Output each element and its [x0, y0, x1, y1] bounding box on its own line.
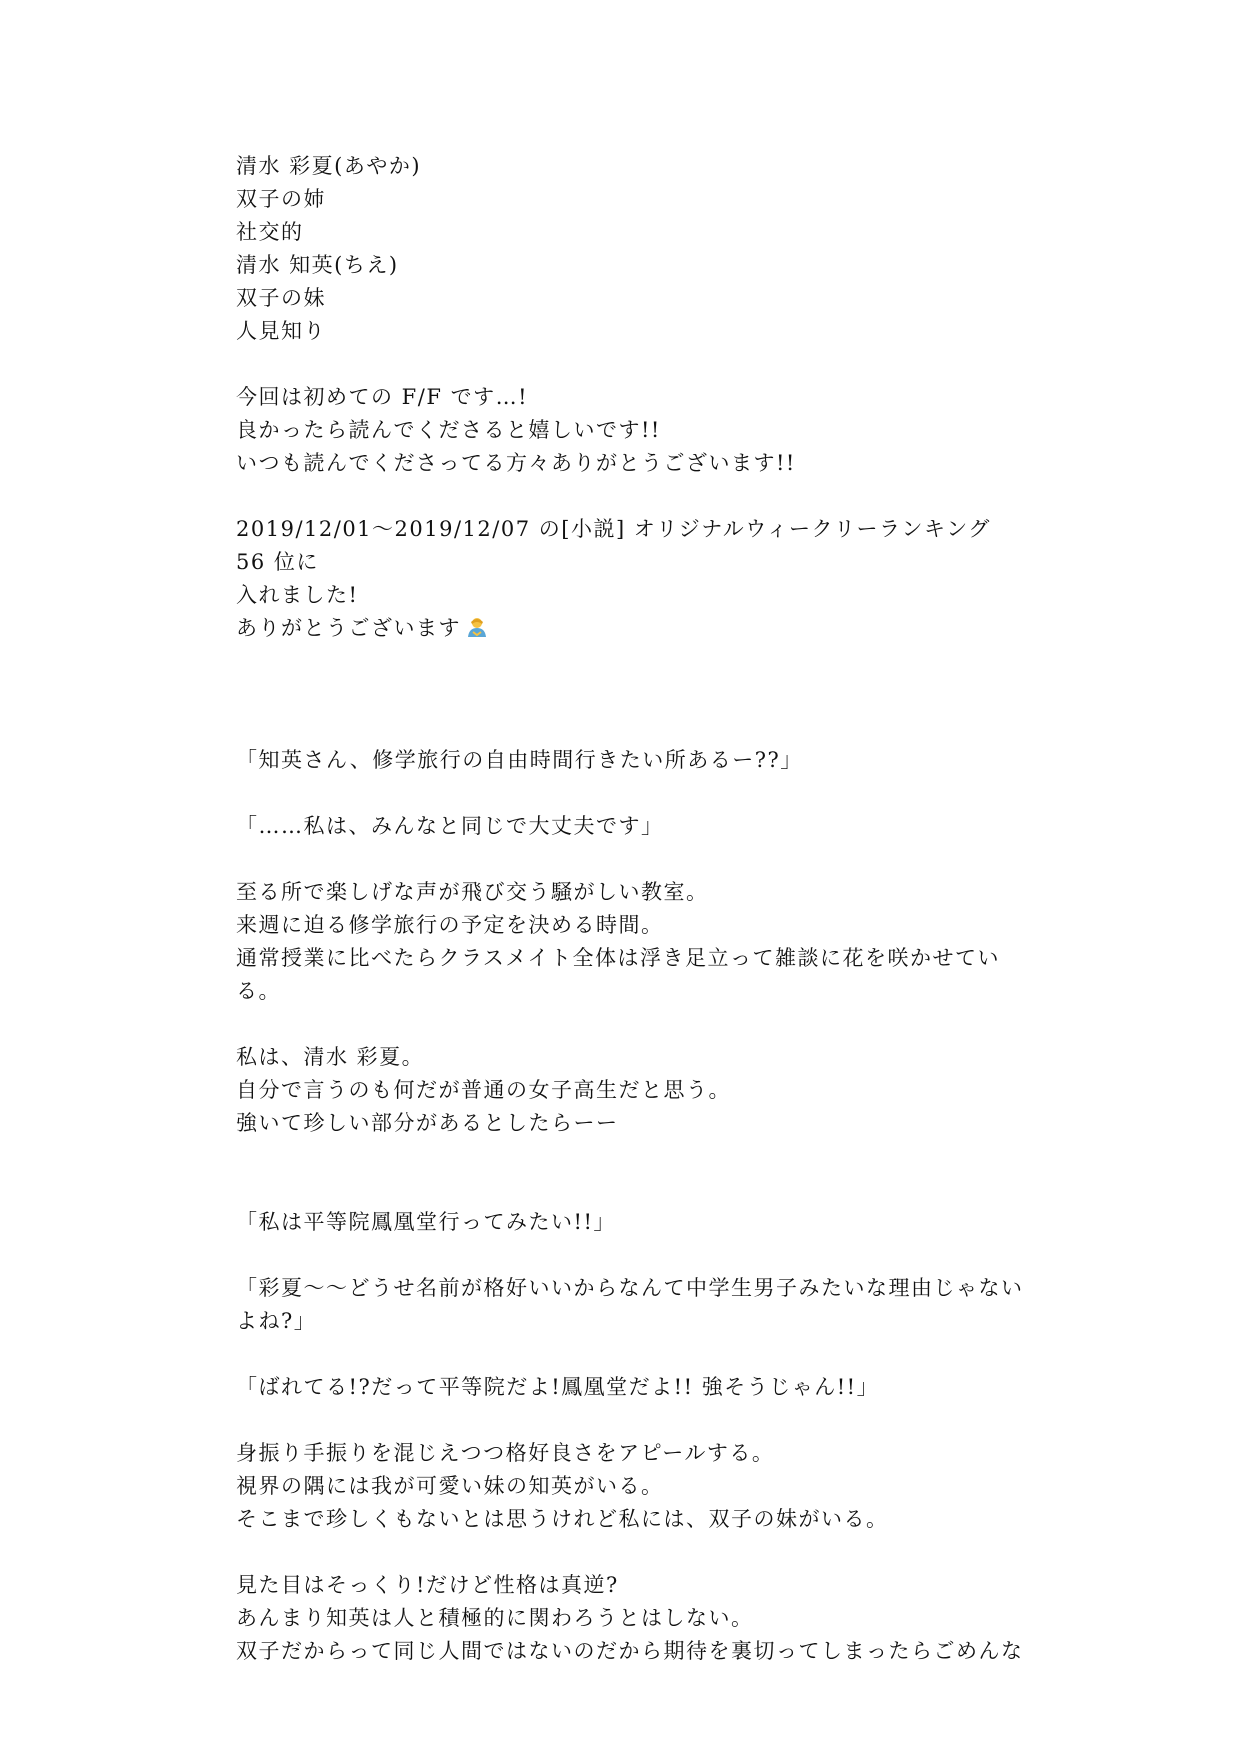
spacer: [236, 1536, 1026, 1569]
dialogue-line: よね?」: [236, 1309, 317, 1333]
character-1-name: 清水 彩夏(あやか): [236, 154, 422, 178]
spacer: [236, 1140, 1026, 1206]
narration-line: 視界の隅には我が可愛い妹の知英がいる。: [236, 1474, 664, 1498]
character-2-role: 双子の妹: [236, 286, 326, 310]
dialogue-line: 「私は平等院鳳凰堂行ってみたい!!」: [236, 1210, 616, 1234]
narration-line: 自分で言うのも何だが普通の女子高生だと思う。: [236, 1078, 731, 1102]
spacer: [236, 777, 1026, 810]
spacer: [236, 645, 1026, 744]
narration-line: 私は、清水 彩夏。: [236, 1045, 425, 1069]
narration-line: あんまり知英は人と積極的に関わろうとはしない。: [236, 1606, 754, 1630]
narration-line: 身振り手振りを混じえつつ格好良さをアピールする。: [236, 1441, 775, 1465]
dialogue-line: 「……私は、みんなと同じで大丈夫です」: [236, 814, 664, 838]
narration-line: 強いて珍しい部分があるとしたらーー: [236, 1111, 619, 1135]
spacer: [236, 1239, 1026, 1272]
spacer: [236, 348, 1026, 381]
narration-line: 双子だからって同じ人間ではないのだから期待を裏切ってしまったらごめんな: [236, 1639, 1024, 1663]
spacer: [236, 480, 1026, 513]
dialogue-line: 「彩夏〜〜どうせ名前が格好いいからなんて中学生男子みたいな理由じゃない: [236, 1276, 1024, 1300]
dialogue-line: 「知英さん、修学旅行の自由時間行きたい所あるー??」: [236, 748, 803, 772]
character-1-role: 双子の姉: [236, 187, 326, 211]
ranking-thanks-text: ありがとうございます: [236, 616, 461, 640]
bowing-person-icon: [465, 615, 489, 639]
author-note-line: 今回は初めての F/F です…!: [236, 385, 529, 409]
spacer: [236, 843, 1026, 876]
narration-line: 来週に迫る修学旅行の予定を決める時間。: [236, 913, 664, 937]
ranking-line: 入れました!: [236, 583, 359, 607]
narration-line: そこまで珍しくもないとは思うけれど私には、双子の妹がいる。: [236, 1507, 889, 1531]
ranking-thanks: [236, 612, 1026, 645]
dialogue-line: 「ばれてる!?だって平等院だよ!鳳凰堂だよ!! 強そうじゃん!!」: [236, 1375, 880, 1399]
narration-line: 至る所で楽しげな声が飛び交う騒がしい教室。: [236, 880, 709, 904]
narration-line: 通常授業に比べたらクラスメイト全体は浮き足立って雑談に花を咲かせている。: [236, 946, 1000, 1003]
ranking-line: 2019/12/01〜2019/12/07 の[小説] オリジナルウィークリーランキング 56 位に: [236, 517, 1000, 574]
character-2-trait: 人見知り: [236, 319, 326, 343]
character-2-name: 清水 知英(ちえ): [236, 253, 399, 277]
narration-line: 見た目はそっくり!だけど性格は真逆?: [236, 1573, 619, 1597]
author-note-line: 良かったら読んでくださると嬉しいです!!: [236, 418, 661, 442]
author-note-line: いつも読んでくださってる方々ありがとうございます!!: [236, 451, 796, 475]
spacer: [236, 1338, 1026, 1371]
spacer: [236, 1008, 1026, 1041]
document-body: [236, 150, 1026, 1668]
spacer: [236, 1404, 1026, 1437]
character-1-trait: 社交的: [236, 220, 304, 244]
